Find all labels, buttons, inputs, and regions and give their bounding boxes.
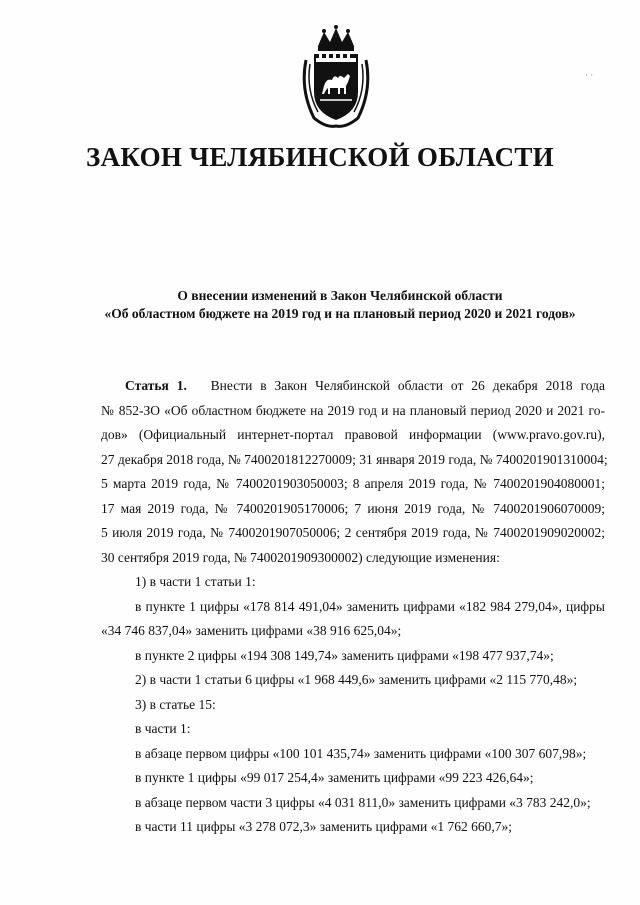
list-item: 2) в части 1 статьи 6 цифры «1 968 449,6» заменить цифрами «2 115 770,48»;: [135, 672, 578, 687]
list-item: «34 746 837,04» заменить цифрами «38 916 625,04»;: [101, 623, 402, 638]
subtitle-line: О внесении изменений в Закон Челябинской области: [177, 288, 503, 303]
subtitle-line: «Об областном бюджете на 2019 год и на плановый период 2020 и 2021 годов»: [104, 306, 576, 321]
list-item: в абзаце первом цифры «100 101 435,74» заменить цифрами «100 307 607,98»;: [135, 745, 587, 761]
document-body: [101, 374, 608, 840]
list-item: в пункте 1 цифры «99 017 254,4» заменить цифрами «99 223 426,64»;: [135, 770, 534, 785]
article-line: 17 мая 2019 года, № 7400201905170006; 7 июня 2019 года, № 7400201906070009;: [101, 500, 605, 516]
article-line: № 852-ЗО «Об областном бюджете на 2019 год и на плановый период 2020 и 2021 го-: [101, 402, 605, 418]
page-title: ЗАКОН ЧЕЛЯБИНСКОЙ ОБЛАСТИ: [86, 142, 554, 172]
list-item: 1) в части 1 статьи 1:: [135, 574, 256, 589]
list-item: в пункте 2 цифры «194 308 149,74» заменить цифрами «198 477 937,74»;: [135, 647, 554, 663]
article-text: Внести в Закон Челябинской области от 26 декабря 2018 года: [210, 378, 606, 393]
article-line: 30 сентября 2019 года, № 7400201909300002) следующие изменения:: [101, 549, 500, 565]
article-label: Статья 1.: [125, 378, 187, 393]
article-line: 5 июля 2019 года, № 7400201907050006; 2 сентября 2019 года, № 7400201909020002;: [101, 525, 605, 540]
list-item: в абзаце первом части 3 цифры «4 031 811,0» заменить цифрами «3 783 242,0»;: [135, 794, 591, 810]
document-subtitle: [40, 287, 640, 323]
article-first-line: [125, 374, 605, 399]
chelyabinsk-coat-of-arms-icon: [296, 20, 376, 132]
scan-artifact: · ·: [585, 70, 594, 80]
article-line: 5 марта 2019 года, № 7400201903050003; 8 апреля 2019 года, № 7400201904080001;: [101, 476, 605, 491]
list-item: в части 1:: [135, 721, 191, 736]
list-item: в части 11 цифры «3 278 072,3» заменить цифрами «1 762 660,7»;: [135, 819, 512, 834]
article-line: 27 декабря 2018 года, № 7400201812270009; 31 января 2019 года, № 7400201901310004;: [101, 451, 608, 467]
list-item: 3) в статье 15:: [135, 696, 216, 712]
article-line: дов» (Официальный интернет-портал правовой информации (www.pravo.gov.ru),: [101, 427, 605, 442]
list-item: в пункте 1 цифры «178 814 491,04» заменить цифрами «182 984 279,04», цифры: [135, 598, 605, 614]
